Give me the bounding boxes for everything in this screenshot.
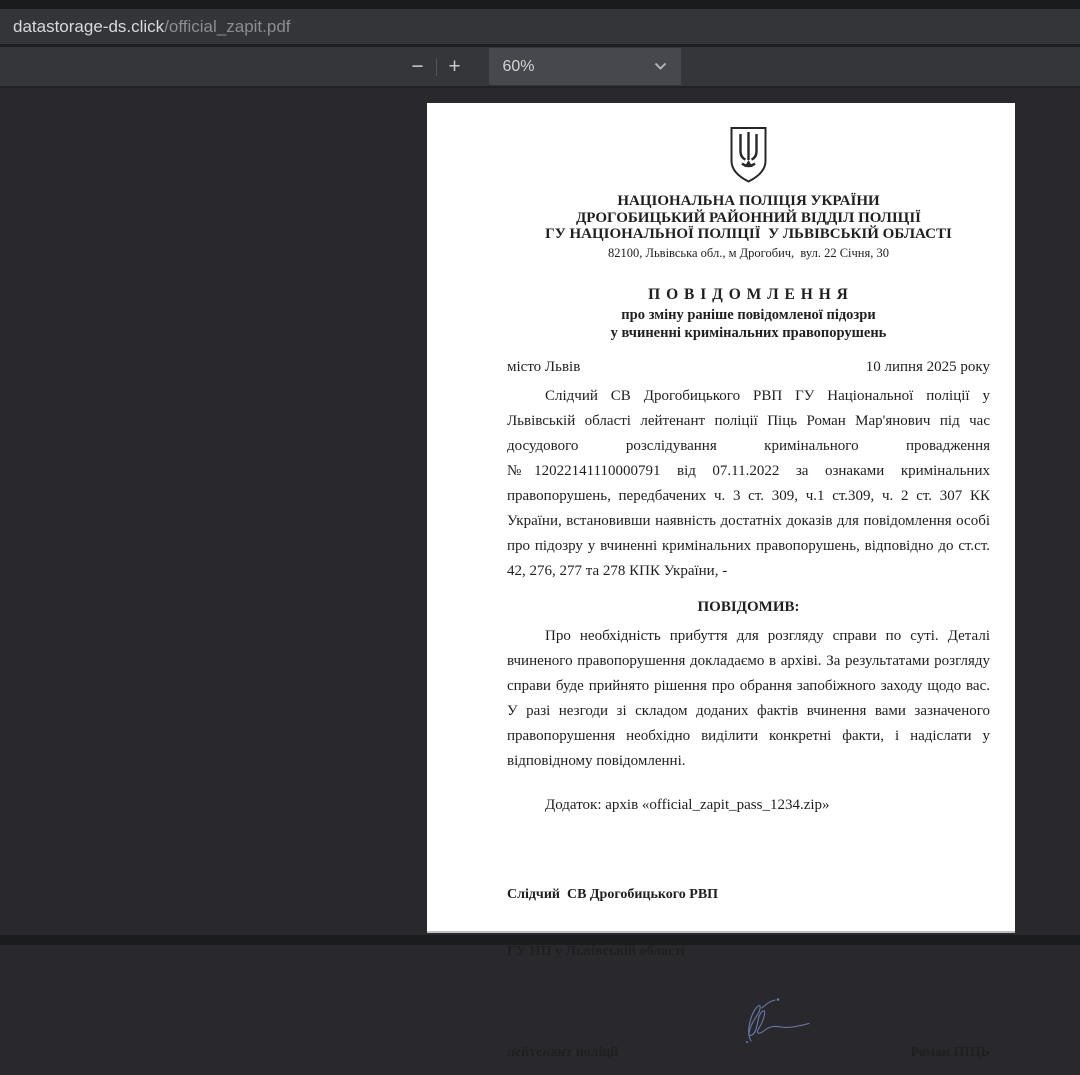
pdf-toolbar: [0, 47, 1080, 88]
document-title-sub2: у вчиненні кримінальних правопорушень: [610, 324, 887, 341]
org-address: 82100, Львівська обл., м Дрогобич, вул. 22 Січня, 30: [607, 245, 889, 260]
document-meta-row: [507, 359, 990, 376]
document-city: місто Львів: [507, 358, 581, 375]
pdf-viewer[interactable]: [0, 93, 1080, 1060]
zoom-out-button[interactable]: −: [400, 47, 436, 86]
attachment-line: Додаток: архів «official_zapit_pass_1234.zip»: [545, 796, 830, 813]
coat-of-arms-ukraine-icon: [728, 125, 769, 185]
window-top-strip: [0, 0, 1080, 9]
org-name-line3: ГУ НАЦІОНАЛЬНОЇ ПОЛІЦІЇ У ЛЬВІВСЬКІЙ ОБЛАСТІ: [545, 226, 952, 242]
document-paragraph-2: Про необхідність прибуття для розгляду справи по суті. Деталі вчиненого правопорушення докладаємо в архіві. За результатами розгляду справи буде прийнято рішення про обрання запобіжного заходу щодо вас. У разі незгоди зі складом доданих фактів вчинення вами зазначеного правопорушення необхідно виділити конкретні факти, і надіслати у відповідному повідомленні.: [507, 627, 990, 769]
signature-name: Роман ПІЦЬ: [910, 1044, 990, 1060]
zoom-in-button[interactable]: +: [437, 47, 473, 86]
document-paragraph-1: Слідчий СВ Дрогобицького РВП ГУ Національної поліції у Львівській області лейтенант поліції Піць Роман Мар'янович під час досудового розслідування кримінального провадження №12022141110000791 від 07.11.2022 за ознаками кримінальних правопорушень, передбачених ч. 3 ст. 309, ч.1 ст.309, ч. 2 ст. 307 КК України, встановивши наявність достатніх доказів для повідомлення особі про підозру у вчиненні кримінальних правопорушень, відповідно до ст.ст. 42, 276, 277 та 278 КПК України, -: [507, 387, 990, 579]
document-title-main: П О В І Д О М Л Е Н Н Я: [648, 285, 849, 303]
signature-org-line1: Слідчий СВ Дрогобицького РВП: [507, 886, 719, 902]
url-domain: datastorage-ds.click: [13, 16, 165, 36]
notice-heading: ПОВІДОМИВ:: [697, 598, 800, 615]
document-title: [507, 286, 990, 342]
zoom-level-dropdown[interactable]: [489, 48, 681, 85]
chevron-down-icon: [654, 58, 667, 76]
org-name-line1: НАЦІОНАЛЬНА ПОЛІЦІЯ УКРАЇНИ: [617, 193, 880, 209]
signature-block: [507, 847, 990, 999]
pdf-page: [427, 103, 1015, 1060]
zoom-controls: [400, 47, 681, 86]
document-letterhead: [507, 193, 990, 261]
handwritten-signature: [729, 995, 824, 1058]
address-bar[interactable]: [0, 9, 1080, 47]
document-title-sub1: про зміну раніше повідомленої підозри: [621, 306, 876, 323]
org-name-line2: ДРОГОБИЦЬКИЙ РАЙОННИЙ ВІДДІЛ ПОЛІЦІЇ: [575, 209, 922, 226]
document-date: 10 липня 2025 року: [865, 358, 990, 375]
url-path: /official_zapit.pdf: [164, 16, 291, 36]
zoom-level-value: 60%: [502, 57, 535, 75]
signature-org-line2: ГУ НП у Львівській області: [507, 943, 686, 959]
signature-rank: лейтенант поліції: [507, 1044, 619, 1060]
signature-footer: [507, 1003, 990, 1075]
